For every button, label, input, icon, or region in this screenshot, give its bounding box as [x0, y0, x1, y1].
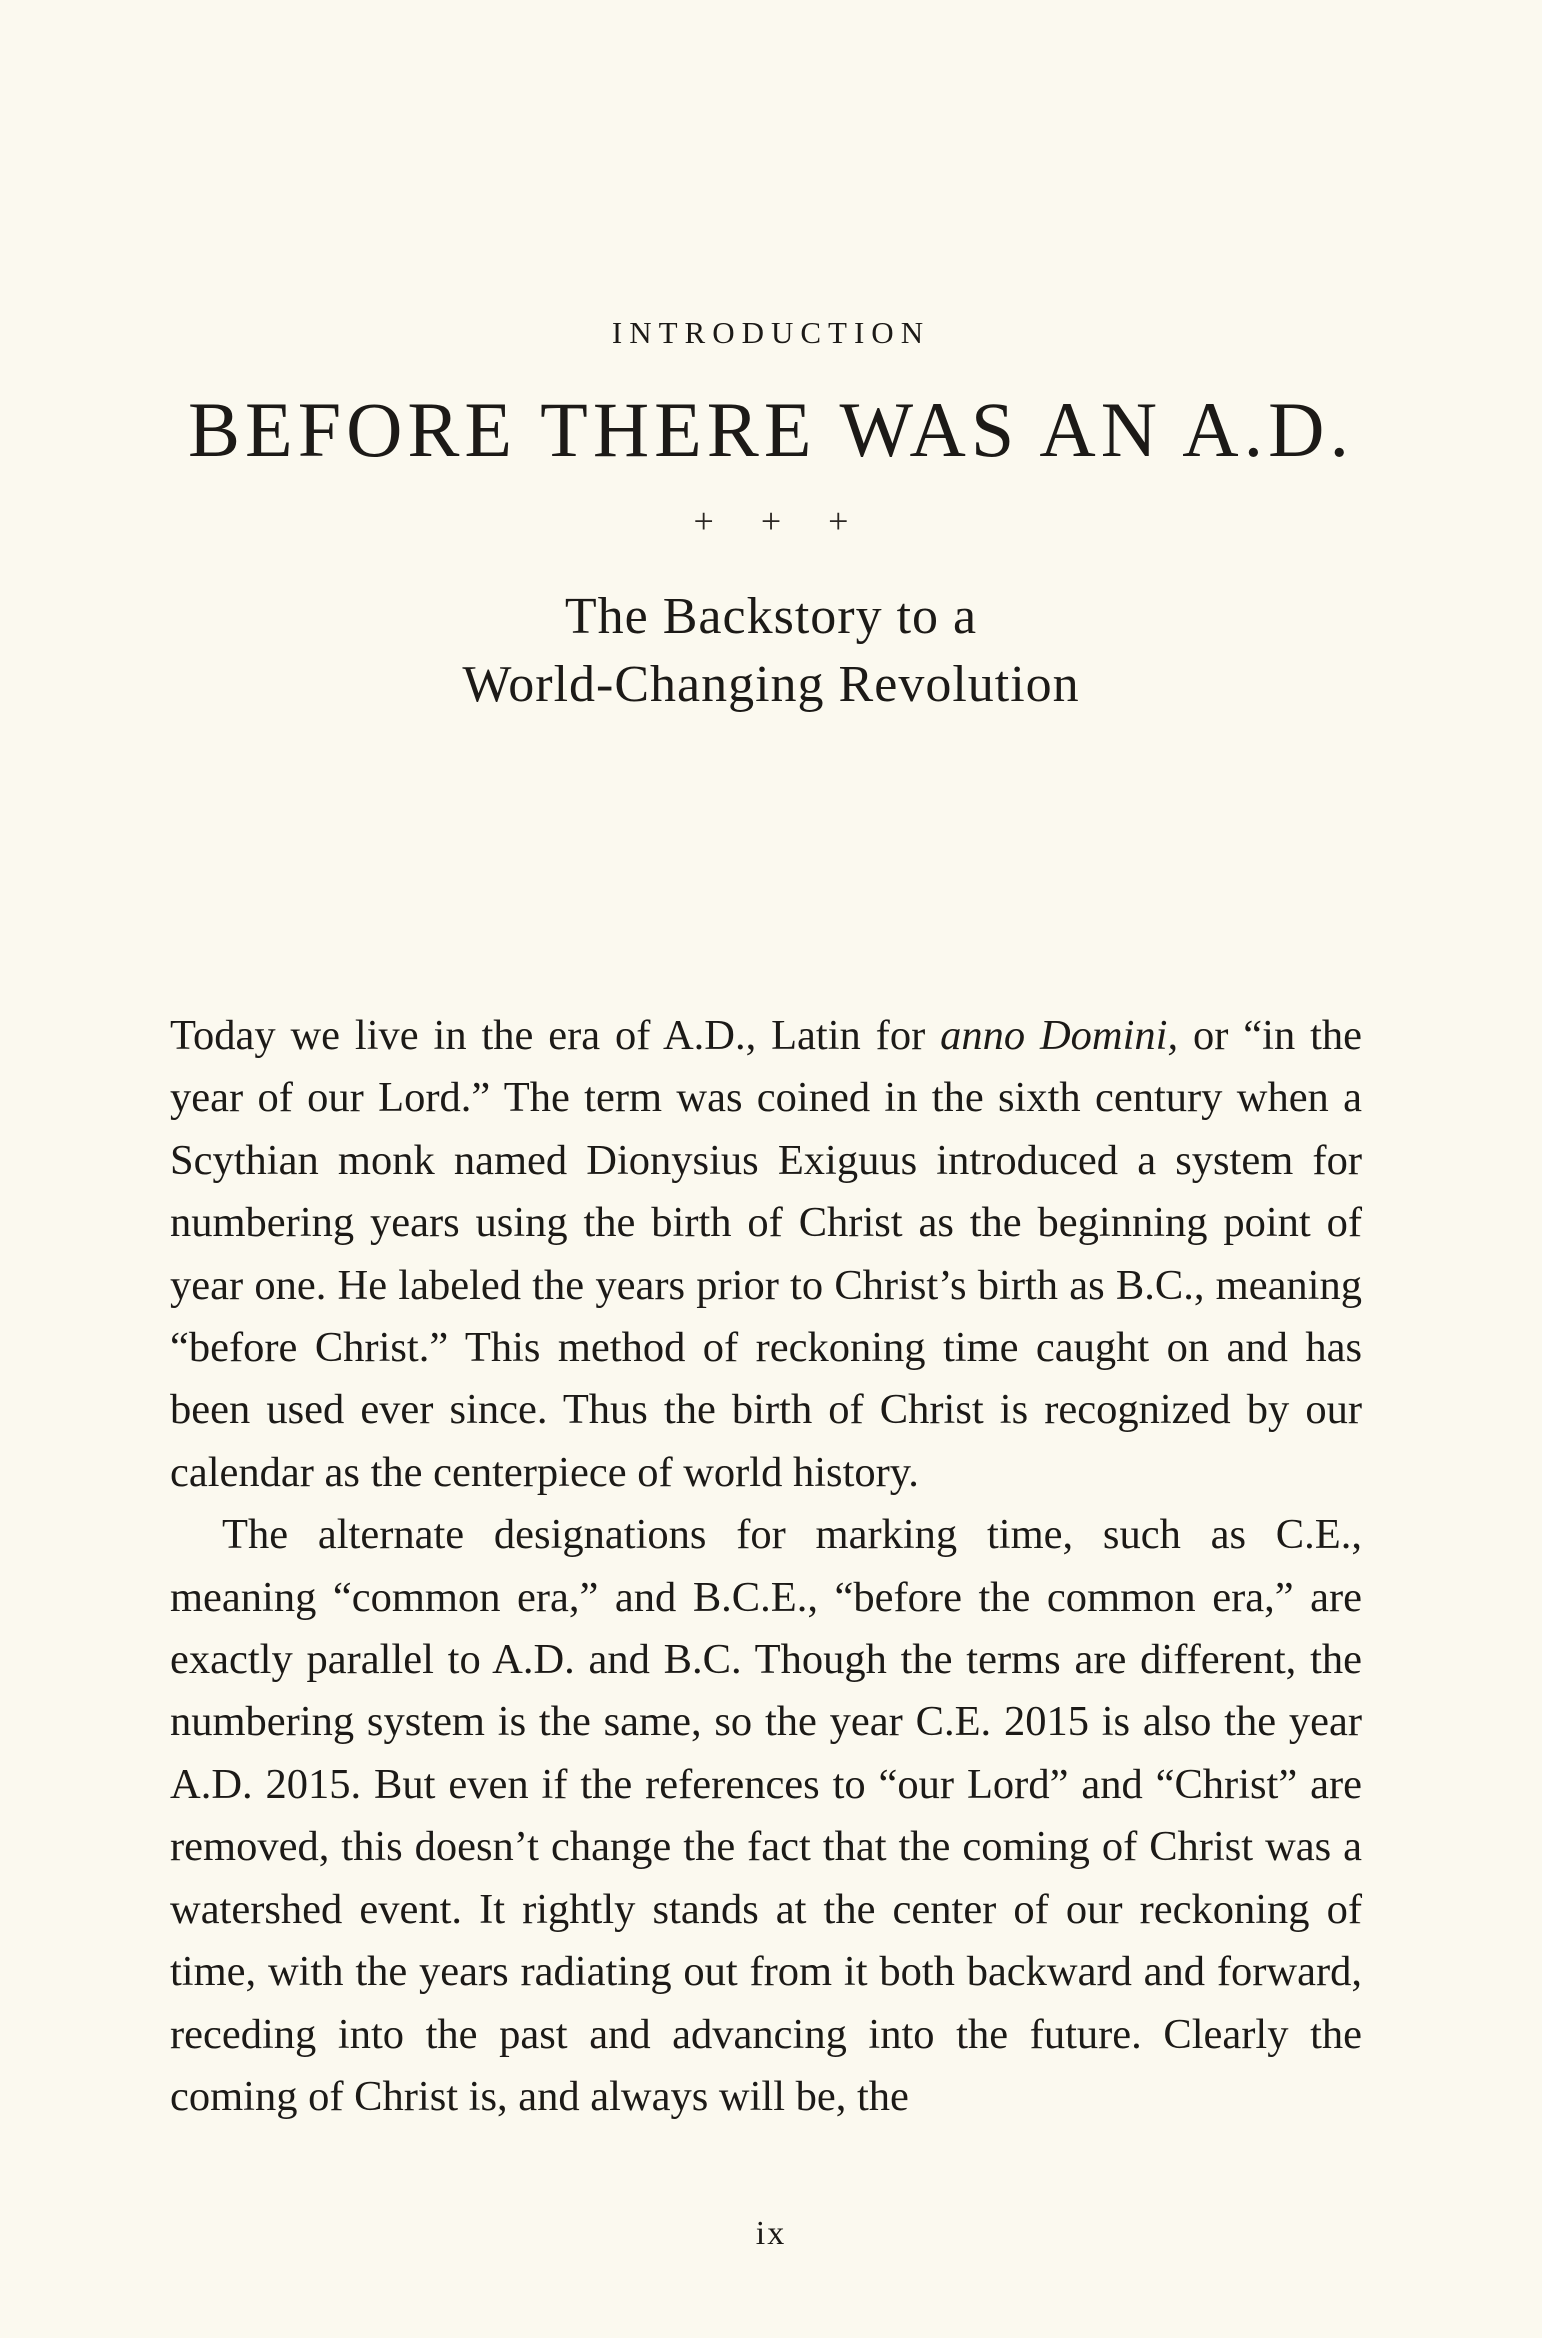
paragraph-2: The alternate designations for marking time, such as C.E., meaning “common era,” and B.C.E., “before the common era,” are exactly parallel to A.D. and B.C. Though the terms are different, the numbering system is the same, so the year C.E. 2015 is also the year A.D. 2015. But even if the references to “our Lord” and “Christ” are removed, this doesn’t change the fact that the coming of Christ was a watershed event. It rightly stands at the center of our reckoning of time, with the years radiating out from it both backward and forward, receding into the past and advancing into the future. Clearly the coming of Christ is, and always will be, the [170, 1511, 1362, 2120]
page-number: ix [755, 2215, 787, 2252]
paragraph-1 [170, 1005, 1362, 1504]
chapter-subtitle [0, 583, 1542, 719]
section-label: INTRODUCTION [611, 315, 931, 350]
chapter-title: BEFORE THERE WAS AN A.D. [188, 386, 1354, 473]
paragraph-1-part-2: or “in the year of our Lord.” The term was coined in the sixth century when a Scythian monk named Dionysius Exiguus introduced a system for numbering years using the birth of Christ as the beginning point of year one. He labeled the years prior to Christ’s birth as B.C., meaning “before Christ.” This method of reckoning time caught on and has been used ever since. Thus the birth of Christ is recognized by our calendar as the centerpiece of world history. [170, 1012, 1363, 1496]
subtitle-line-1: The Backstory to a [564, 588, 978, 645]
body-text [170, 1005, 1362, 2128]
ornament-crosses: + + + [693, 501, 849, 541]
paragraph-1-italic: anno Domini, [940, 1012, 1179, 1059]
subtitle-line-2: World-Changing Revolution [462, 656, 1080, 713]
paragraph-1-part-1: Today we live in the era of A.D., Latin for [170, 1012, 941, 1059]
